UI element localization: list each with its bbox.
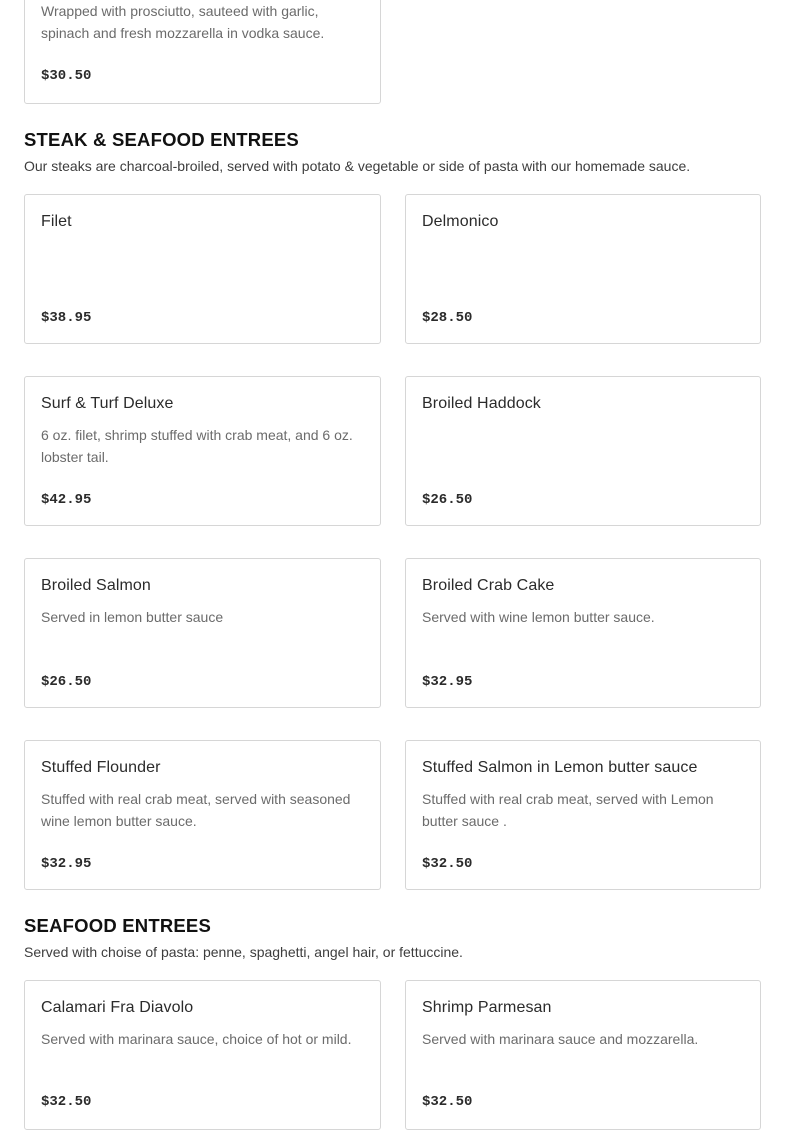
- menu-item-description: Wrapped with prosciutto, sauteed with garlic, spinach and fresh mozzarella in vodka sauce.: [41, 3, 325, 41]
- menu-item-description: Stuffed with real crab meat, served with Lemon butter sauce .: [422, 791, 714, 829]
- menu-item-price: $32.50: [41, 1094, 92, 1110]
- menu-item-name: Broiled Crab Cake: [422, 577, 555, 594]
- menu-item-description: Stuffed with real crab meat, served with seasoned wine lemon butter sauce.: [41, 791, 351, 829]
- menu-item-price: $38.95: [41, 310, 92, 326]
- menu-item-name: Delmonico: [422, 213, 499, 230]
- menu-item-name: Calamari Fra Diavolo: [41, 999, 194, 1016]
- menu-item-card[interactable]: [24, 740, 381, 890]
- menu-item-price: $30.50: [41, 68, 92, 84]
- menu-item-description: Served with wine lemon butter sauce.: [422, 609, 655, 625]
- menu-item-card[interactable]: [405, 740, 761, 890]
- menu-item-card[interactable]: [24, 0, 381, 104]
- menu-item-card[interactable]: [24, 558, 381, 708]
- menu-item-description: Served with marinara sauce, choice of hot or mild.: [41, 1031, 352, 1047]
- menu-item-description: Served in lemon butter sauce: [41, 609, 224, 625]
- menu-item-card[interactable]: [24, 194, 381, 344]
- menu-item-price: $32.50: [422, 856, 473, 872]
- section-title-steak-seafood: STEAK & SEAFOOD ENTREES: [24, 129, 299, 150]
- menu-item-card[interactable]: [405, 194, 761, 344]
- menu-item-price: $28.50: [422, 310, 473, 326]
- menu-item-name: Broiled Haddock: [422, 395, 541, 412]
- menu-item-description: 6 oz. filet, shrimp stuffed with crab meat, and 6 oz. lobster tail.: [41, 427, 353, 465]
- menu-item-name: Stuffed Salmon in Lemon butter sauce: [422, 759, 698, 776]
- menu-item-price: $32.95: [41, 856, 92, 872]
- menu-item-card[interactable]: [405, 980, 761, 1130]
- menu-item-name: Filet: [41, 213, 72, 230]
- section-subtitle-steak-seafood: Our steaks are charcoal-broiled, served with potato & vegetable or side of pasta with our homemade sauce.: [24, 158, 691, 174]
- menu-item-price: $26.50: [41, 674, 92, 690]
- menu-item-card[interactable]: [405, 376, 761, 526]
- menu-item-name: Shrimp Parmesan: [422, 999, 552, 1016]
- section-title-seafood: SEAFOOD ENTREES: [24, 915, 211, 936]
- menu-item-price: $32.50: [422, 1094, 473, 1110]
- menu-item-card[interactable]: [24, 980, 381, 1130]
- menu-item-price: $42.95: [41, 492, 92, 508]
- menu-item-name: Broiled Salmon: [41, 577, 151, 594]
- menu-item-description: Served with marinara sauce and mozzarella.: [422, 1031, 699, 1047]
- menu-item-card[interactable]: [405, 558, 761, 708]
- menu-item-name: Stuffed Flounder: [41, 759, 161, 776]
- menu-item-price: $32.95: [422, 674, 473, 690]
- menu-item-name: Surf & Turf Deluxe: [41, 395, 174, 412]
- section-subtitle-seafood: Served with choise of pasta: penne, spaghetti, angel hair, or fettuccine.: [24, 944, 463, 960]
- menu-item-card[interactable]: [24, 376, 381, 526]
- menu-item-price: $26.50: [422, 492, 473, 508]
